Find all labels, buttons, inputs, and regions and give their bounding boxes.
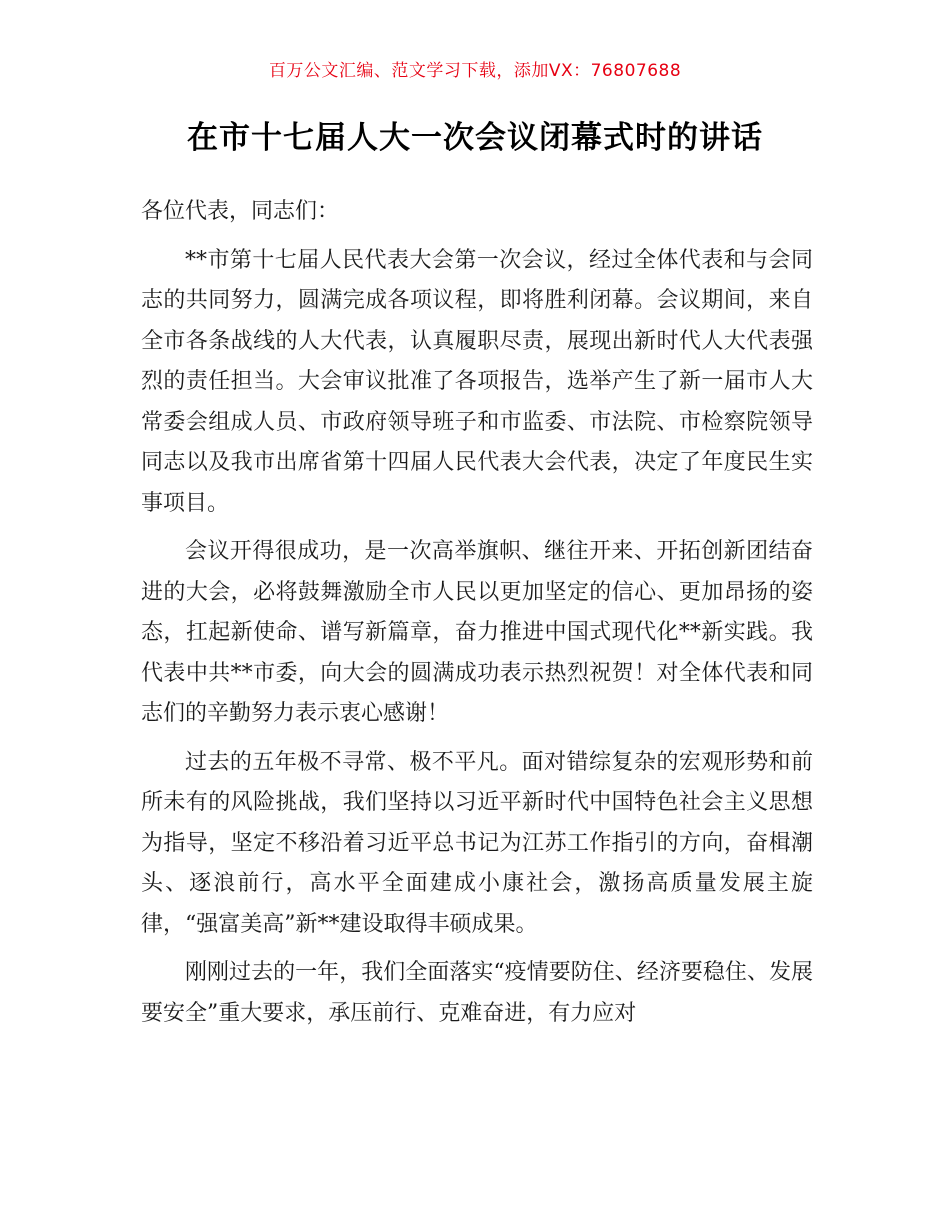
page-title: 在市十七届人大一次会议闭幕式时的讲话 <box>187 120 763 156</box>
salutation: 各位代表，同志们： <box>141 199 340 224</box>
promo-banner: 百万公文汇编、范文学习下载，添加VX：76807688 <box>268 61 682 81</box>
paragraph-1: **市第十七届人民代表大会第一次会议，经过全体代表和与会同志的共同努力，圆满完成各项议程，即将胜利闭幕。会议期间，来自全市各条战线的人大代表，认真履职尽责，展现出新时代人大代表强烈的责任担当。大会审议批准了各项报告，选举产生了新一届市人大常委会组成人员、市政府领导班子和市监委、市法院、市检察院领导同志以及我市出席省第十四届人民代表大会代表，决定了年度民生实事项目。 <box>141 247 813 516</box>
paragraph-4: 刚刚过去的一年，我们全面落实“疫情要防住、经济要稳住、发展要安全”重大要求，承压前行、克难奋进，有力应对 <box>141 960 813 1026</box>
paragraph-3: 过去的五年极不寻常、极不平凡。面对错综复杂的宏观形势和前所未有的风险挑战，我们坚持以习近平新时代中国特色社会主义思想为指导，坚定不移沿着习近平总书记为江苏工作指引的方向，奋楫潮头、逐浪前行，高水平全面建成小康社会，激扬高质量发展主旋律，“强富美高”新**建设取得丰硕成果。 <box>141 749 813 937</box>
document-body <box>141 192 813 1042</box>
paragraph-2: 会议开得很成功，是一次高举旗帜、继往开来、开拓创新团结奋进的大会，必将鼓舞激励全市人民以更加坚定的信心、更加昂扬的姿态，扛起新使命、谱写新篇章，奋力推进中国式现代化**新实践。我代表中共**市委，向大会的圆满成功表示热烈祝贺！对全体代表和同志们的辛勤努力表示衷心感谢！ <box>141 539 813 726</box>
